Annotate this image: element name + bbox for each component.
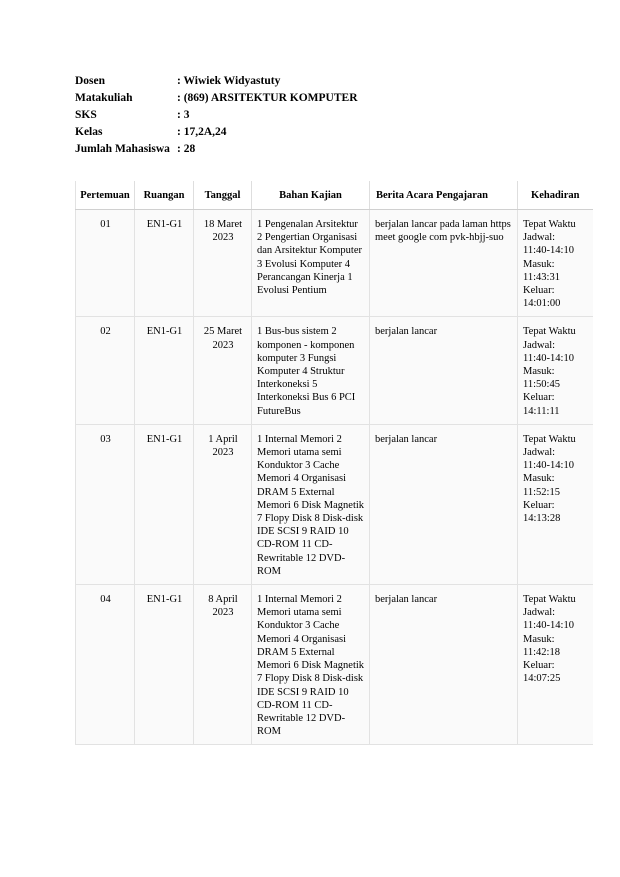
info-row-jumlah bbox=[75, 141, 358, 158]
cell-berita-acara: berjalan lancar pada laman https meet google com pvk-hbjj-suo bbox=[370, 210, 518, 317]
cell-bahan-kajian: 1 Internal Memori 2 Memori utama semi Konduktor 3 Cache Memori 4 Organisasi DRAM 5 External Memori 6 Disk Magnetik 7 Flopy Disk 8 Disk-disk IDE SCSI 9 RAID 10 CD-ROM 11 CD-Rewritable 12 DVD-ROM bbox=[252, 424, 370, 584]
header-kehadiran: Kehadiran bbox=[518, 181, 593, 210]
cell-ruangan: EN1-G1 bbox=[135, 210, 194, 317]
info-row-kelas bbox=[75, 124, 358, 141]
cell-bahan-kajian: 1 Pengenalan Arsitektur 2 Pengertian Organisasi dan Arsitektur Komputer 3 Evolusi Komputer 4 Perancangan Kinerja 1 Evolusi Pentium bbox=[252, 210, 370, 317]
table-row bbox=[76, 585, 593, 745]
cell-pertemuan: 01 bbox=[76, 210, 135, 317]
cell-bahan-kajian: 1 Bus-bus sistem 2 komponen - komponen komputer 3 Fungsi Komputer 4 Struktur Interkoneksi 5 Interkoneksi Bus 6 PCI FutureBus bbox=[252, 317, 370, 424]
attendance-table bbox=[75, 181, 593, 745]
matakuliah-label: Matakuliah bbox=[75, 92, 133, 104]
cell-tanggal: 1 April 2023 bbox=[194, 424, 252, 584]
cell-pertemuan: 02 bbox=[76, 317, 135, 424]
kelas-label: Kelas bbox=[75, 126, 103, 138]
table-row bbox=[76, 317, 593, 424]
sks-value: : 3 bbox=[177, 109, 190, 121]
cell-berita-acara: berjalan lancar bbox=[370, 424, 518, 584]
cell-ruangan: EN1-G1 bbox=[135, 585, 194, 745]
header-berita-acara: Berita Acara Pengajaran bbox=[370, 181, 518, 210]
dosen-value: : Wiwiek Widyastuty bbox=[177, 75, 281, 87]
cell-berita-acara: berjalan lancar bbox=[370, 585, 518, 745]
info-row-dosen bbox=[75, 73, 358, 90]
table-row bbox=[76, 424, 593, 584]
jumlah-label: Jumlah Mahasiswa bbox=[75, 143, 170, 155]
header-bahan-kajian: Bahan Kajian bbox=[252, 181, 370, 210]
table-header-row bbox=[76, 181, 593, 210]
cell-ruangan: EN1-G1 bbox=[135, 317, 194, 424]
header-ruangan: Ruangan bbox=[135, 181, 194, 210]
header-pertemuan: Pertemuan bbox=[76, 181, 135, 210]
info-row-sks bbox=[75, 107, 358, 124]
header-tanggal: Tanggal bbox=[194, 181, 252, 210]
info-row-matakuliah bbox=[75, 90, 358, 107]
cell-ruangan: EN1-G1 bbox=[135, 424, 194, 584]
jumlah-value: : 28 bbox=[177, 143, 196, 155]
table-row bbox=[76, 210, 593, 317]
cell-tanggal: 18 Maret 2023 bbox=[194, 210, 252, 317]
cell-kehadiran: Tepat Waktu Jadwal: 11:40-14:10 Masuk: 11:42:18 Keluar: 14:07:25 bbox=[518, 585, 593, 745]
matakuliah-value: : (869) ARSITEKTUR KOMPUTER bbox=[177, 92, 358, 104]
sks-label: SKS bbox=[75, 109, 97, 121]
cell-tanggal: 8 April 2023 bbox=[194, 585, 252, 745]
cell-pertemuan: 04 bbox=[76, 585, 135, 745]
cell-berita-acara: berjalan lancar bbox=[370, 317, 518, 424]
cell-pertemuan: 03 bbox=[76, 424, 135, 584]
dosen-label: Dosen bbox=[75, 75, 106, 87]
course-info bbox=[75, 73, 358, 158]
kelas-value: : 17,2A,24 bbox=[177, 126, 227, 138]
cell-bahan-kajian: 1 Internal Memori 2 Memori utama semi Konduktor 3 Cache Memori 4 Organisasi DRAM 5 External Memori 6 Disk Magnetik 7 Flopy Disk 8 Disk-disk IDE SCSI 9 RAID 10 CD-ROM 11 CD-Rewritable 12 DVD-ROM bbox=[252, 585, 370, 745]
cell-kehadiran: Tepat Waktu Jadwal: 11:40-14:10 Masuk: 11:43:31 Keluar: 14:01:00 bbox=[518, 210, 593, 317]
cell-tanggal: 25 Maret 2023 bbox=[194, 317, 252, 424]
cell-kehadiran: Tepat Waktu Jadwal: 11:40-14:10 Masuk: 11:52:15 Keluar: 14:13:28 bbox=[518, 424, 593, 584]
cell-kehadiran: Tepat Waktu Jadwal: 11:40-14:10 Masuk: 11:50:45 Keluar: 14:11:11 bbox=[518, 317, 593, 424]
